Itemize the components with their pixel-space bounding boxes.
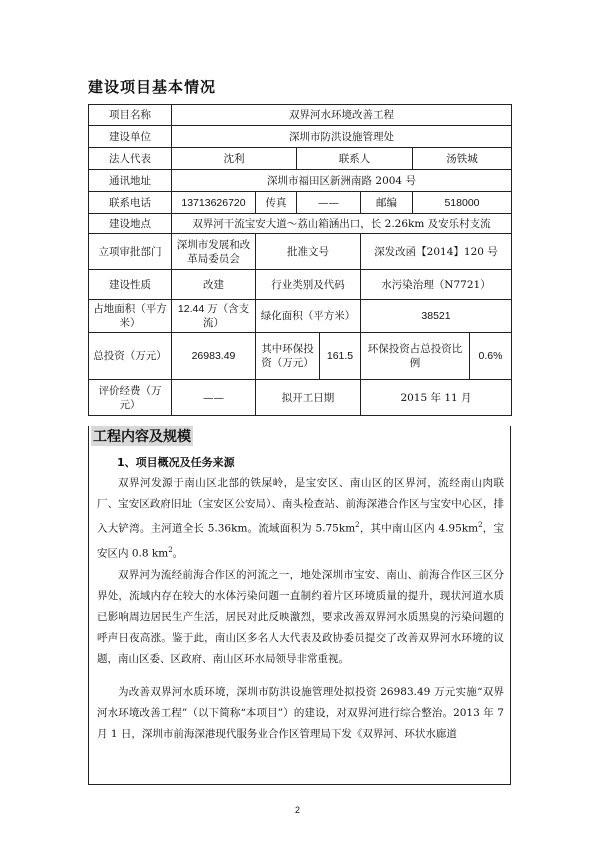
- table-value: 12.44 万（含支流）: [172, 300, 256, 333]
- table-label: 占地面积（平方米）: [89, 300, 172, 333]
- table-value: 518000: [413, 192, 512, 214]
- page-number: 2: [294, 805, 300, 815]
- table-value: ——: [297, 192, 361, 214]
- table-value: 汤铁城: [413, 148, 512, 170]
- table-value: 双界河干流宝安大道～荔山箱涵出口，长 2.26km 及安乐村支流: [172, 214, 512, 234]
- table-label: 项目名称: [89, 105, 172, 126]
- table-label: 邮编: [361, 192, 413, 214]
- table-value: 水污染治理（N7721）: [361, 270, 512, 300]
- table-value: 改建: [172, 270, 256, 300]
- table-label: 批准文号: [256, 234, 361, 270]
- table-value: 26983.49: [172, 333, 256, 380]
- table-value: 双界河水环境改善工程: [172, 105, 512, 126]
- paragraph: 为改善双界河水质环境，深圳市防洪设施管理处拟投资 26983.49 万元实施“双界河水环境改善工程”（以下简称“本项目”）的建设，对双界河进行综合整治。2013 年 7 月 1 日，深圳市前海深港现代服务业合作区管理局下发《双界河、环状水廊道: [97, 686, 504, 740]
- paragraph: 双界河发源于南山区北部的铁屎岭，是宝安区、南山区的区界河，流经南山肉联厂、宝安区政府旧址（宝安区公安局）、南头检查站、前海深港合作区与宝安中心区，排入大铲湾。主河道全长 5.36km。流域面积为 $5.75km^2$，其中南山区内 $4.95km^2$，宝安区内 0.8 $km^2$。: [97, 477, 504, 559]
- table-value: 深圳市防洪设施管理处: [172, 126, 512, 148]
- table-value: ——: [172, 380, 256, 416]
- table-label: 联系电话: [89, 192, 172, 214]
- table-value: 沈利: [172, 148, 297, 170]
- table-label: 传真: [256, 192, 297, 214]
- section-title: 工程内容及规模: [91, 426, 193, 446]
- project-info-table: [88, 104, 512, 416]
- project-content-section: [88, 426, 511, 785]
- table-label: 环保投资占总投资比例: [361, 333, 470, 380]
- table-label: 法人代表: [89, 148, 172, 170]
- table-label: 总投资（万元）: [89, 333, 172, 380]
- paragraph: 双界河为流经前海合作区的河流之一，地处深圳市宝安、南山、前海合作区三区分界处，流域内存在较大的水体污染问题一直制约着片区环境质量的提升，现状河道水质已影响周边居民生产生活，居民对此反映激烈，要求改善双界河水质黑臭的污染问题的呼声日夜高涨。鉴于此，南山区多名人大代表及政协委员提交了改善双界河水环境的议题，南山区委、区政府、南山区环水局领导非常重视。: [97, 569, 504, 665]
- table-value: 深圳市福田区新洲南路 2004 号: [172, 170, 512, 192]
- table-value: 38521: [361, 300, 512, 333]
- table-label: 绿化面积（平方米）: [256, 300, 361, 333]
- table-label: 建设单位: [89, 126, 172, 148]
- table-value: 161.5: [320, 333, 361, 380]
- table-label: 立项审批部门: [89, 234, 172, 270]
- table-label: 建设地点: [89, 214, 172, 234]
- table-label: 行业类别及代码: [256, 270, 361, 300]
- table-value: 深圳市发展和改革局委员会: [172, 234, 256, 270]
- page-title: 建设项目基本情况: [88, 78, 217, 96]
- table-label: 拟开工日期: [256, 380, 361, 416]
- table-value: 0.6%: [470, 333, 512, 380]
- table-label: 通讯地址: [89, 170, 172, 192]
- table-label: 建设性质: [89, 270, 172, 300]
- table-value: 13713626720: [172, 192, 256, 214]
- section-subtitle: 1、项目概况及任务来源: [117, 456, 235, 469]
- table-label: 其中环保投资（万元）: [256, 333, 320, 380]
- table-value: 2015 年 11 月: [361, 380, 512, 416]
- table-label: 联系人: [297, 148, 413, 170]
- table-value: 深发改函【2014】120 号: [361, 234, 512, 270]
- table-label: 评价经费（万元）: [89, 380, 172, 416]
